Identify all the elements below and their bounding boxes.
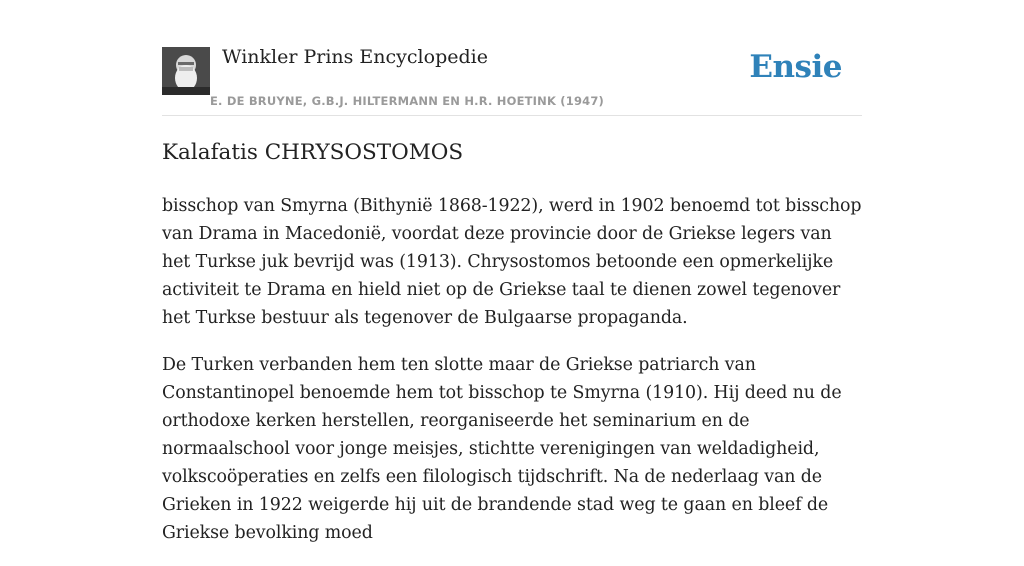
publication-title[interactable]: Winkler Prins Encyclopedie: [222, 46, 488, 68]
article-body: [162, 192, 862, 566]
brand-logo[interactable]: Ensie: [749, 49, 842, 85]
article-title: Kalafatis CHRYSOSTOMOS: [162, 140, 464, 165]
publication-authors: E. DE BRUYNE, G.B.J. HILTERMANN EN H.R. HOETINK (1947): [210, 94, 605, 108]
article-paragraph-1: bisschop van Smyrna (Bithynië 1868-1922), werd in 1902 benoemd tot bisschop van Drama in Macedonië, voordat deze provincie door de Griekse legers van het Turkse juk bevrijd was (1913). Chrysostomos betoonde een opmerkelijke activiteit te Drama en hield niet op de Griekse taal te dienen zowel tegenover het Turkse bestuur als tegenover de Bulgaarse propaganda.: [162, 196, 862, 328]
author-avatar[interactable]: [162, 47, 210, 95]
bearded-man-portrait-icon: [162, 47, 210, 95]
publication-header: [162, 45, 862, 116]
article-paragraph-2: De Turken verbanden hem ten slotte maar de Griekse patriarch van Constantinopel benoemde hem tot bisschop te Smyrna (1910). Hij deed nu de orthodoxe kerken herstellen, reorganiseerde het seminarium en de normaalschool voor jonge meisjes, stichtte verenigingen van weldadigheid, volkscoöperaties en zelfs een filologisch tijdschrift. Na de nederlaag van de Grieken in 1922 weigerde hij uit de brandende stad weg te gaan en bleef de Griekse bevolking moed: [162, 355, 842, 543]
